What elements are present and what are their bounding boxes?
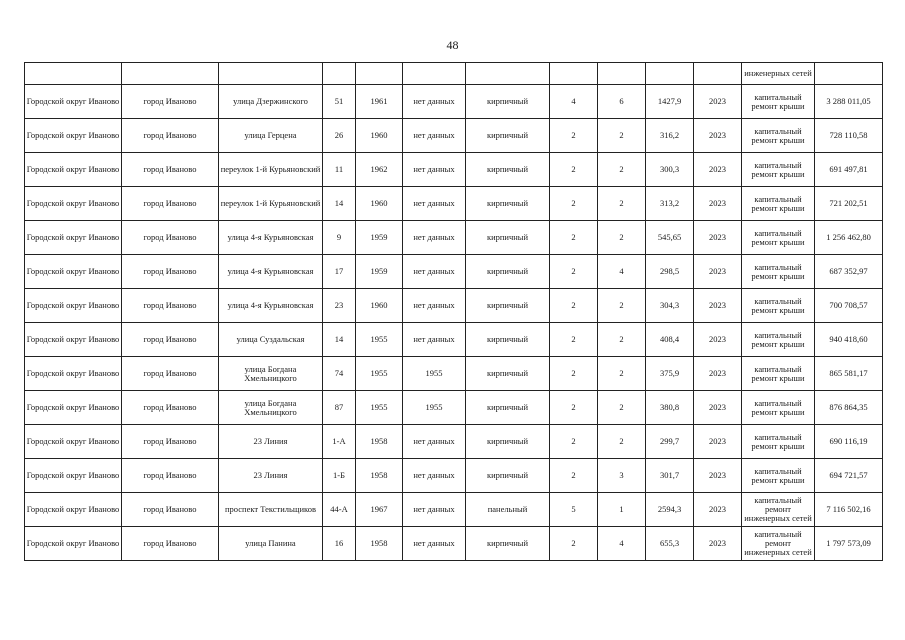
cell-material: кирпичный <box>466 119 550 153</box>
cell-plan-year: 2023 <box>694 255 742 289</box>
cell-entrances: 2 <box>598 187 646 221</box>
cell-city: город Иваново <box>122 85 219 119</box>
cell-material: кирпичный <box>466 459 550 493</box>
cell-floors: 2 <box>550 255 598 289</box>
cell-floors: 2 <box>550 153 598 187</box>
cell-plan-year: 2023 <box>694 493 742 527</box>
cell-work: капитальный ремонт крыши <box>742 459 815 493</box>
cell-street: переулок 1-й Курьяновский <box>219 153 323 187</box>
cell-cost: 721 202,51 <box>815 187 883 221</box>
cell-district: Городской округ Иваново <box>25 187 122 221</box>
cell-house: 1-А <box>323 425 356 459</box>
cell-reconstruction: нет данных <box>403 323 466 357</box>
cell-work: капитальный ремонт крыши <box>742 323 815 357</box>
cell-plan-year: 2023 <box>694 153 742 187</box>
cell-city: город Иваново <box>122 493 219 527</box>
cell-cost: 865 581,17 <box>815 357 883 391</box>
cell-floors: 2 <box>550 289 598 323</box>
cell-area: 375,9 <box>646 357 694 391</box>
table-row <box>25 527 883 561</box>
cell-reconstruction: нет данных <box>403 221 466 255</box>
cell-house: 16 <box>323 527 356 561</box>
cell-district: Городской округ Иваново <box>25 153 122 187</box>
table-row <box>25 85 883 119</box>
cell-house: 14 <box>323 187 356 221</box>
cell-reconstruction: нет данных <box>403 425 466 459</box>
cell-city: город Иваново <box>122 221 219 255</box>
cell-material: кирпичный <box>466 255 550 289</box>
cell-house: 23 <box>323 289 356 323</box>
cell-year: 1960 <box>356 119 403 153</box>
table-row <box>25 459 883 493</box>
cell-plan-year: 2023 <box>694 425 742 459</box>
cell-area: 313,2 <box>646 187 694 221</box>
cell-year: 1960 <box>356 289 403 323</box>
cell-street: 23 Линия <box>219 425 323 459</box>
cell-reconstruction: нет данных <box>403 493 466 527</box>
cell-work: капитальный ремонт крыши <box>742 255 815 289</box>
cell-area: 545,65 <box>646 221 694 255</box>
cell-entrances: 3 <box>598 459 646 493</box>
cell-cost: 7 116 502,16 <box>815 493 883 527</box>
cell-city: город Иваново <box>122 391 219 425</box>
cell-entrances: 2 <box>598 323 646 357</box>
cell-material: кирпичный <box>466 357 550 391</box>
cell-year: 1959 <box>356 221 403 255</box>
cell-reconstruction: нет данных <box>403 153 466 187</box>
cell-city: город Иваново <box>122 357 219 391</box>
cell-material: кирпичный <box>466 323 550 357</box>
cell-floors: 2 <box>550 527 598 561</box>
cell-year: 1967 <box>356 493 403 527</box>
cell-area: 380,8 <box>646 391 694 425</box>
cell-entrances: 2 <box>598 289 646 323</box>
cell-reconstruction: нет данных <box>403 187 466 221</box>
cell-work: капитальный ремонт крыши <box>742 357 815 391</box>
cell-city: город Иваново <box>122 187 219 221</box>
cell-reconstruction: 1955 <box>403 357 466 391</box>
cell-cost: 690 116,19 <box>815 425 883 459</box>
cell-year: 1960 <box>356 187 403 221</box>
page-number: 48 <box>446 38 459 52</box>
cell-year: 1962 <box>356 153 403 187</box>
cell-cost: 691 497,81 <box>815 153 883 187</box>
cell-plan-year: 2023 <box>694 323 742 357</box>
cell-plan-year: 2023 <box>694 527 742 561</box>
cell-work: капитальный ремонт крыши <box>742 289 815 323</box>
cell-city: город Иваново <box>122 119 219 153</box>
cell-city: город Иваново <box>122 153 219 187</box>
cell-work: капитальный ремонт крыши <box>742 221 815 255</box>
cell-work: капитальный ремонт крыши <box>742 119 815 153</box>
cell-year: 1955 <box>356 357 403 391</box>
cell-plan-year: 2023 <box>694 187 742 221</box>
cell-plan-year: 2023 <box>694 289 742 323</box>
cell-district: Городской округ Иваново <box>25 221 122 255</box>
cell-area: 655,3 <box>646 527 694 561</box>
cell-cost: 3 288 011,05 <box>815 85 883 119</box>
cell-reconstruction: нет данных <box>403 289 466 323</box>
cell-city: город Иваново <box>122 527 219 561</box>
cell-work: капитальный ремонт крыши <box>742 187 815 221</box>
cell-street: переулок 1-й Курьяновский <box>219 187 323 221</box>
cell-work: инженерных сетей <box>742 63 815 85</box>
cell-district: Городской округ Иваново <box>25 493 122 527</box>
cell-entrances: 2 <box>598 425 646 459</box>
cell-cost: 876 864,35 <box>815 391 883 425</box>
cell-street: проспект Текстильщиков <box>219 493 323 527</box>
cell-street: улица Дзержинского <box>219 85 323 119</box>
cell-material: кирпичный <box>466 425 550 459</box>
cell-entrances: 1 <box>598 493 646 527</box>
cell-cost: 687 352,97 <box>815 255 883 289</box>
cell-area: 2594,3 <box>646 493 694 527</box>
cell-city: город Иваново <box>122 323 219 357</box>
cell-entrances: 2 <box>598 153 646 187</box>
cell-street: 23 Линия <box>219 459 323 493</box>
cell-cost: 700 708,57 <box>815 289 883 323</box>
cell-floors: 2 <box>550 187 598 221</box>
cell-district: Городской округ Иваново <box>25 255 122 289</box>
cell-cost: 728 110,58 <box>815 119 883 153</box>
cell-entrances: 6 <box>598 85 646 119</box>
cell-house: 87 <box>323 391 356 425</box>
table-row <box>25 357 883 391</box>
cell-reconstruction: нет данных <box>403 85 466 119</box>
cell-material: кирпичный <box>466 187 550 221</box>
cell-street: улица Панина <box>219 527 323 561</box>
cell-work: капитальный ремонт инженерных сетей <box>742 527 815 561</box>
cell-entrances: 2 <box>598 221 646 255</box>
cell-cost: 1 256 462,80 <box>815 221 883 255</box>
table-row <box>25 119 883 153</box>
cell-house: 17 <box>323 255 356 289</box>
cell-street: улица Богдана Хмельницкого <box>219 357 323 391</box>
cell-floors: 2 <box>550 459 598 493</box>
cell-house: 11 <box>323 153 356 187</box>
cell-material: кирпичный <box>466 85 550 119</box>
cell-year: 1961 <box>356 85 403 119</box>
cell-material: кирпичный <box>466 153 550 187</box>
cell-district: Городской округ Иваново <box>25 459 122 493</box>
cell-city: город Иваново <box>122 255 219 289</box>
table-row <box>25 221 883 255</box>
cell-district: Городской округ Иваново <box>25 425 122 459</box>
cell-floors: 2 <box>550 357 598 391</box>
table-row <box>25 153 883 187</box>
cell-area: 299,7 <box>646 425 694 459</box>
cell-street: улица Суздальская <box>219 323 323 357</box>
cell-work: капитальный ремонт крыши <box>742 153 815 187</box>
cell-street: улица 4-я Курьяновская <box>219 289 323 323</box>
cell-city: город Иваново <box>122 459 219 493</box>
cell-street: улица Богдана Хмельницкого <box>219 391 323 425</box>
cell-entrances: 2 <box>598 357 646 391</box>
cell-district: Городской округ Иваново <box>25 391 122 425</box>
cell-work: капитальный ремонт крыши <box>742 425 815 459</box>
cell-year: 1955 <box>356 391 403 425</box>
cell-entrances: 2 <box>598 119 646 153</box>
cell-material: кирпичный <box>466 221 550 255</box>
cell-district: Городской округ Иваново <box>25 357 122 391</box>
table-row <box>25 255 883 289</box>
cell-area: 1427,9 <box>646 85 694 119</box>
cell-entrances: 2 <box>598 391 646 425</box>
table-row <box>25 187 883 221</box>
cell-work: капитальный ремонт инженерных сетей <box>742 493 815 527</box>
table-row <box>25 425 883 459</box>
cell-cost: 1 797 573,09 <box>815 527 883 561</box>
cell-house: 1-Б <box>323 459 356 493</box>
cell-house: 14 <box>323 323 356 357</box>
housing-repair-table <box>24 62 883 561</box>
cell-year: 1958 <box>356 459 403 493</box>
cell-year: 1958 <box>356 527 403 561</box>
cell-material: кирпичный <box>466 289 550 323</box>
cell-area: 316,2 <box>646 119 694 153</box>
cell-city: город Иваново <box>122 425 219 459</box>
cell-city: город Иваново <box>122 289 219 323</box>
cell-house: 9 <box>323 221 356 255</box>
table-row <box>25 493 883 527</box>
cell-district: Городской округ Иваново <box>25 527 122 561</box>
table-row <box>25 391 883 425</box>
cell-district: Городской округ Иваново <box>25 289 122 323</box>
cell-reconstruction: нет данных <box>403 459 466 493</box>
cell-floors: 2 <box>550 425 598 459</box>
cell-year: 1955 <box>356 323 403 357</box>
cell-floors: 4 <box>550 85 598 119</box>
cell-district: Городской округ Иваново <box>25 323 122 357</box>
cell-entrances: 4 <box>598 527 646 561</box>
cell-floors: 5 <box>550 493 598 527</box>
cell-cost: 694 721,57 <box>815 459 883 493</box>
cell-house: 44-А <box>323 493 356 527</box>
cell-cost: 940 418,60 <box>815 323 883 357</box>
cell-year: 1959 <box>356 255 403 289</box>
cell-plan-year: 2023 <box>694 357 742 391</box>
cell-reconstruction: 1955 <box>403 391 466 425</box>
cell-area: 304,3 <box>646 289 694 323</box>
cell-area: 298,5 <box>646 255 694 289</box>
table-row-continued <box>25 63 883 85</box>
cell-district: Городской округ Иваново <box>25 119 122 153</box>
cell-area: 408,4 <box>646 323 694 357</box>
cell-plan-year: 2023 <box>694 85 742 119</box>
cell-house: 51 <box>323 85 356 119</box>
cell-material: кирпичный <box>466 527 550 561</box>
cell-street: улица 4-я Курьяновская <box>219 255 323 289</box>
cell-floors: 2 <box>550 391 598 425</box>
cell-reconstruction: нет данных <box>403 255 466 289</box>
cell-material: кирпичный <box>466 391 550 425</box>
cell-area: 301,7 <box>646 459 694 493</box>
cell-work: капитальный ремонт крыши <box>742 85 815 119</box>
table-row <box>25 289 883 323</box>
cell-house: 74 <box>323 357 356 391</box>
cell-work: капитальный ремонт крыши <box>742 391 815 425</box>
cell-entrances: 4 <box>598 255 646 289</box>
cell-floors: 2 <box>550 119 598 153</box>
cell-plan-year: 2023 <box>694 119 742 153</box>
cell-reconstruction: нет данных <box>403 527 466 561</box>
cell-year: 1958 <box>356 425 403 459</box>
cell-district: Городской округ Иваново <box>25 85 122 119</box>
cell-street: улица Герцена <box>219 119 323 153</box>
table-row <box>25 323 883 357</box>
cell-material: панельный <box>466 493 550 527</box>
cell-floors: 2 <box>550 221 598 255</box>
cell-reconstruction: нет данных <box>403 119 466 153</box>
cell-area: 300,3 <box>646 153 694 187</box>
cell-plan-year: 2023 <box>694 459 742 493</box>
cell-floors: 2 <box>550 323 598 357</box>
cell-plan-year: 2023 <box>694 391 742 425</box>
cell-house: 26 <box>323 119 356 153</box>
cell-plan-year: 2023 <box>694 221 742 255</box>
cell-street: улица 4-я Курьяновская <box>219 221 323 255</box>
